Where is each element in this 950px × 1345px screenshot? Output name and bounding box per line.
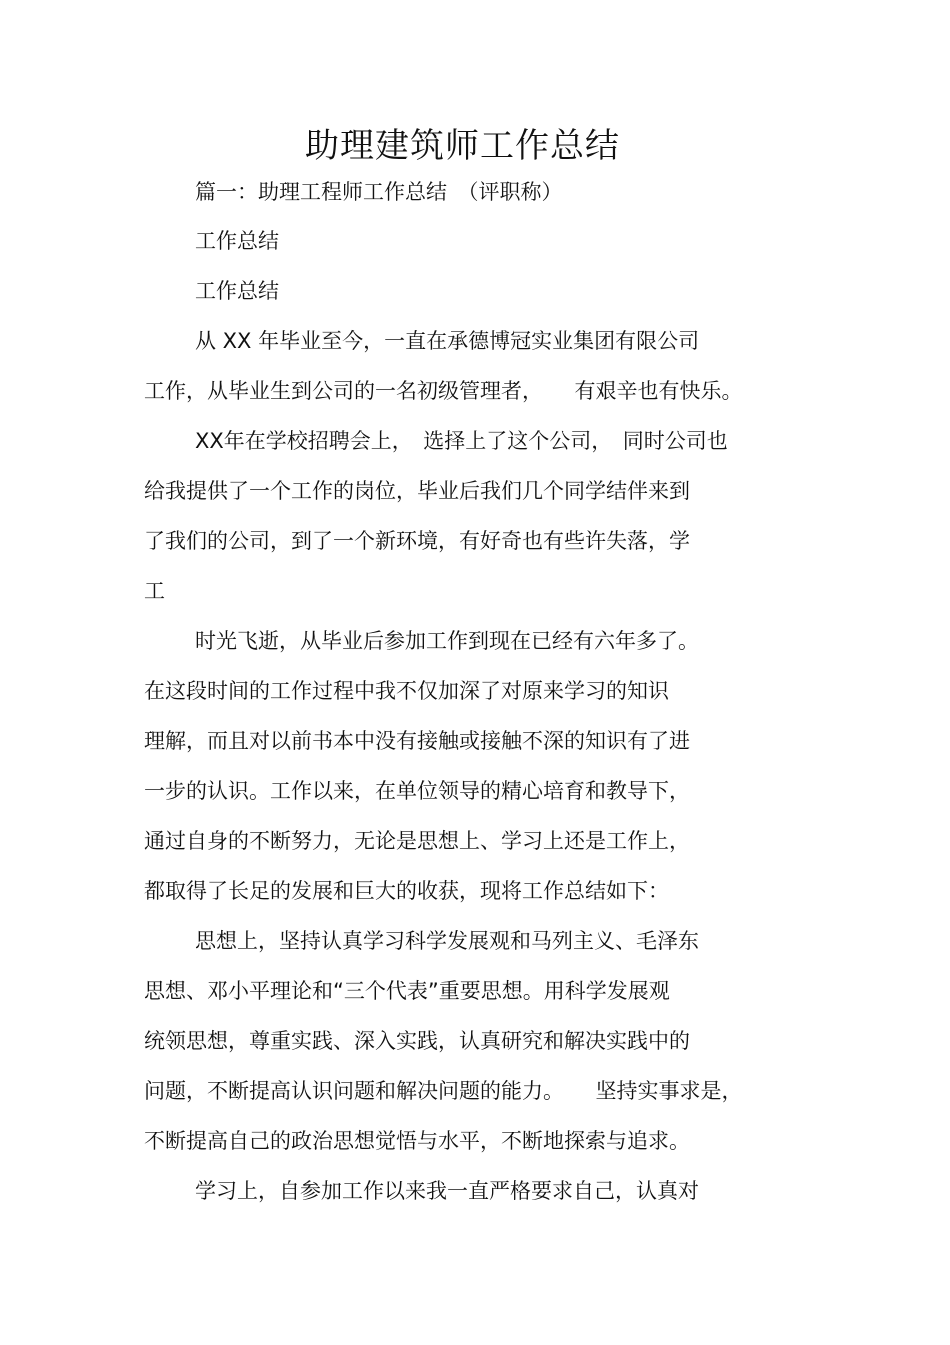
text-line: 工作，从毕业生到公司的一名初级管理者， 有艰辛也有快乐。 [144,379,743,403]
text-line: 思想、邓小平理论和“三个代表”重要思想。用科学发展观 [144,979,670,1003]
text-line: 理解，而且对以前书本中没有接触或接触不深的知识有了进 [144,729,690,753]
text-line: 工 [144,579,165,603]
text-line: 了我们的公司，到了一个新环境，有好奇也有些许失落，学 [144,529,690,553]
text-line: 从 XX 年毕业至今，一直在承德博冠实业集团有限公司 [195,329,700,353]
text-line: 不断提高自己的政治思想觉悟与水平，不断地探索与追求。 [144,1129,690,1153]
text-line: 都取得了长足的发展和巨大的收获，现将工作总结如下： [144,879,669,903]
text-line: 在这段时间的工作过程中我不仅加深了对原来学习的知识 [144,679,669,703]
text-line: 思想上，坚持认真学习科学发展观和马列主义、毛泽东 [195,929,699,953]
text-line: XX年在学校招聘会上， 选择上了这个公司， 同时公司也 [195,429,728,453]
text-line: 问题，不断提高认识问题和解决问题的能力。 坚持实事求是， [144,1079,743,1103]
text-line: 通过自身的不断努力，无论是思想上、学习上还是工作上， [144,829,690,853]
text-line: 工作总结 [195,229,279,253]
document-title: 助理建筑师工作总结 [305,126,620,166]
text-line: 篇一：助理工程师工作总结 （评职称） [195,180,563,204]
text-line: 学习上，自参加工作以来我一直严格要求自己，认真对 [195,1179,699,1203]
text-line: 工作总结 [195,279,279,303]
text-line: 一步的认识。工作以来，在单位领导的精心培育和教导下， [144,779,690,803]
text-line: 给我提供了一个工作的岗位，毕业后我们几个同学结伴来到 [144,479,690,503]
text-line: 时光飞逝，从毕业后参加工作到现在已经有六年多了。 [195,629,699,653]
text-line: 统领思想，尊重实践、深入实践，认真研究和解决实践中的 [144,1029,690,1053]
